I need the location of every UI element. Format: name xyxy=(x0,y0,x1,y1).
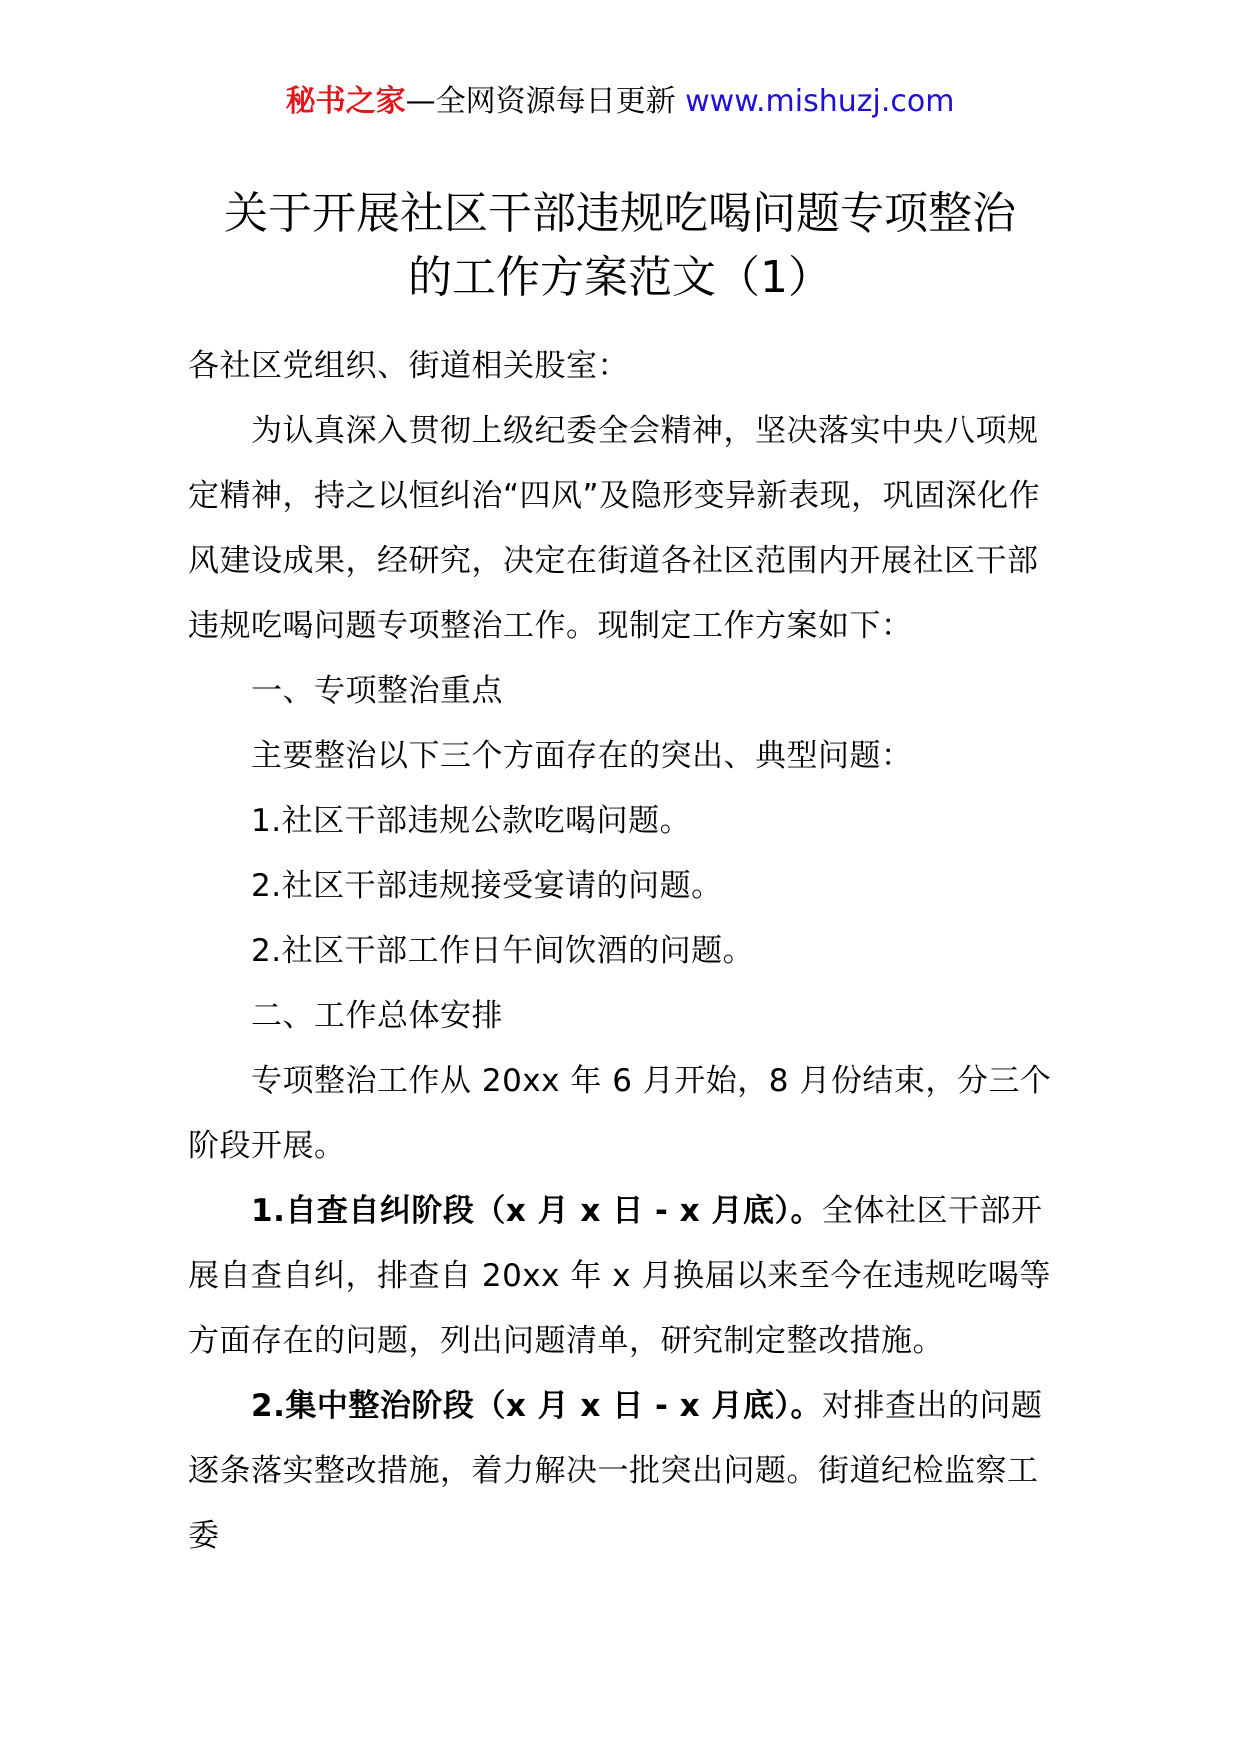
phase-1-text: 全体社区干部开展自查自纠，排查自 20xx 年 x 月换届以来至今在违规吃喝等方面存在的问题，列出问题清单，研究制定整改措施。 xyxy=(188,1193,1051,1359)
phase-2-title: 2.集中整治阶段（x 月 x 日 - x 月底）。 xyxy=(251,1388,822,1424)
document-title xyxy=(150,182,1090,310)
phase-2-paragraph xyxy=(188,1374,1054,1569)
section-2-lead: 专项整治工作从 20xx 年 6 月开始，8 月份结束，分三个阶段开展。 xyxy=(188,1063,1052,1164)
phase-1-paragraph xyxy=(188,1179,1054,1374)
document-body xyxy=(188,334,1054,1569)
site-url-link[interactable]: www.mishuzj.com xyxy=(685,84,955,119)
title-line-2: 的工作方案范文（1） xyxy=(408,252,832,303)
section-heading-1: 一、专项整治重点 xyxy=(251,673,503,709)
brand-name: 秘书之家 xyxy=(285,84,406,119)
salutation: 各社区党组织、街道相关股室： xyxy=(188,348,629,384)
site-header xyxy=(0,82,1240,122)
section-heading-2: 二、工作总体安排 xyxy=(251,998,503,1034)
section-1-lead: 主要整治以下三个方面存在的突出、典型问题： xyxy=(251,738,913,774)
list-item: 2.社区干部工作日午间饮酒的问题。 xyxy=(251,933,755,969)
header-slogan: —全网资源每日更新 xyxy=(405,84,676,119)
title-line-1: 关于开展社区干部违规吃喝问题专项整治 xyxy=(224,188,1016,239)
intro-paragraph: 为认真深入贯彻上级纪委全会精神，坚决落实中央八项规定精神，持之以恒纠治“四风”及隐形变异新表现，巩固深化作风建设成果，经研究，决定在街道各社区范围内开展社区干部违规吃喝问题专项整治工作。现制定工作方案如下： xyxy=(188,413,1041,644)
phase-2-text: 对排查出的问题逐条落实整改措施，着力解决一批突出问题。街道纪检监察工委 xyxy=(188,1388,1043,1554)
phase-1-title: 1.自查自纠阶段（x 月 x 日 - x 月底）。 xyxy=(251,1193,822,1229)
list-item: 2.社区干部违规接受宴请的问题。 xyxy=(251,868,723,904)
list-item: 1.社区干部违规公款吃喝问题。 xyxy=(251,803,692,839)
